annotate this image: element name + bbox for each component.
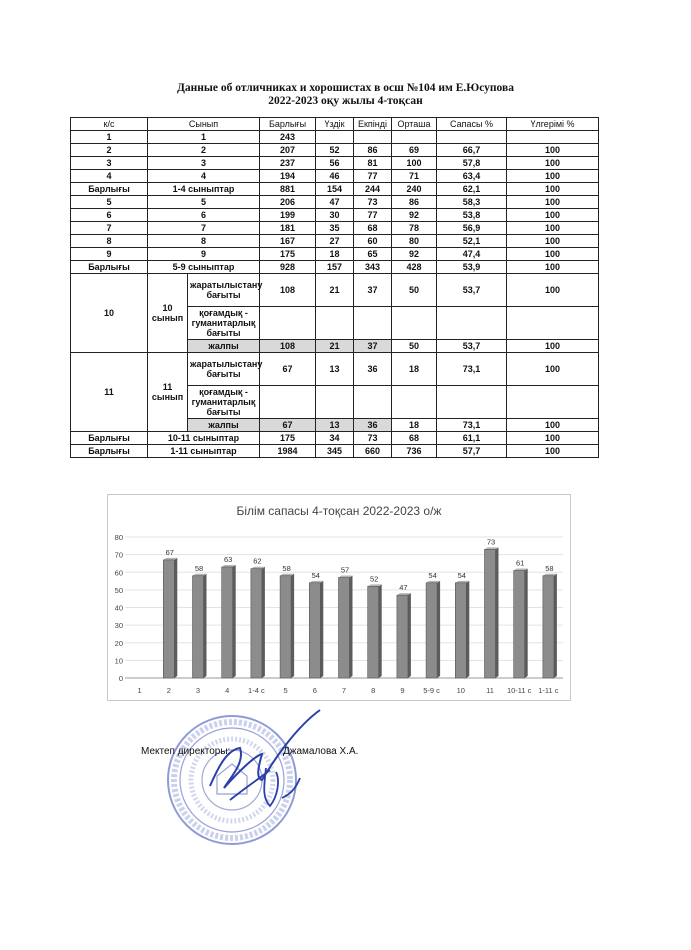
bar [251,569,262,678]
table-cell: 68 [354,222,392,235]
table-row [71,183,599,196]
table-cell: 53,7 [437,340,507,353]
x-tick-label: 4 [225,686,230,695]
profile-name: жалпы [188,340,260,353]
table-cell: 100 [507,274,599,307]
table-cell: 30 [316,209,354,222]
table-cell: 207 [260,144,316,157]
bar-side [291,574,294,678]
table-cell [354,131,392,144]
table-cell: 52,1 [437,235,507,248]
chart-plot [108,495,570,700]
data-label: 54 [311,570,320,580]
x-tick-label: 8 [371,686,376,695]
table-cell: 175 [260,432,316,445]
table-cell: 100 [507,235,599,248]
bar-side [262,567,265,678]
table-cell: 100 [392,157,437,170]
table-cell: 50 [392,340,437,353]
bar [280,576,291,678]
table-cell: 67 [260,419,316,432]
table-cell: 240 [392,183,437,196]
table-cell [392,307,437,340]
data-label: 54 [428,570,437,580]
bar-side [437,581,440,678]
table-cell [316,131,354,144]
table-row [71,209,599,222]
table-cell: 194 [260,170,316,183]
table-row [71,157,599,170]
data-label: 67 [165,547,174,557]
data-label: 58 [194,563,204,573]
table-cell: 2 [71,144,148,157]
table-cell: 1 [71,131,148,144]
table-cell: 86 [392,196,437,209]
table-cell: 736 [392,445,437,458]
table-cell: 36 [354,353,392,386]
table-cell: 167 [260,235,316,248]
table-cell: 53,9 [437,261,507,274]
table-cell: Барлығы [71,261,148,274]
bar-side [496,547,499,678]
bar-side [233,565,236,678]
table-cell: 100 [507,170,599,183]
table-row [71,222,599,235]
table-cell: 100 [507,209,599,222]
table-cell [507,386,599,419]
profile-name: жалпы [188,419,260,432]
table-cell [392,131,437,144]
table-cell: 100 [507,222,599,235]
table-cell: 53,8 [437,209,507,222]
bar-side [204,574,207,678]
data-label: 54 [457,570,466,580]
y-tick-label: 0 [118,674,123,683]
column-header: Сынып [148,118,260,131]
table-cell: 21 [316,274,354,307]
table-cell: 37 [354,274,392,307]
table-cell: 73 [354,196,392,209]
table-cell: 46 [316,170,354,183]
table-cell: Барлығы [71,432,148,445]
table-row [71,131,599,144]
table-row [71,170,599,183]
column-header: к/с [71,118,148,131]
table-row [71,235,599,248]
table-cell: 181 [260,222,316,235]
table-cell: 343 [354,261,392,274]
bar [397,595,408,678]
y-tick-label: 30 [114,621,123,631]
table-cell: 6 [71,209,148,222]
table-cell: 18 [392,419,437,432]
table-cell: 81 [354,157,392,170]
grade-number: 11 [71,353,148,432]
table-cell: 73 [354,432,392,445]
y-tick-label: 10 [114,656,123,666]
column-header: Орташа [392,118,437,131]
table-cell: 199 [260,209,316,222]
table-cell: 50 [392,274,437,307]
quality-chart [107,494,571,701]
bar-side [174,558,177,678]
table-cell: 243 [260,131,316,144]
table-cell: 1 [148,131,260,144]
table-cell: 175 [260,248,316,261]
x-tick-label: 1 [137,686,142,695]
table-cell: 71 [392,170,437,183]
data-label: 63 [224,554,233,564]
table-cell: 36 [354,419,392,432]
table-cell: 18 [392,353,437,386]
table-cell: 244 [354,183,392,196]
table-cell: 57,7 [437,445,507,458]
x-tick-label: 3 [195,686,201,695]
table-cell: 92 [392,209,437,222]
table-cell: 206 [260,196,316,209]
bar [543,576,554,678]
bar-side [554,574,557,678]
table-cell: 18 [316,248,354,261]
bar-side [379,584,382,678]
document-subtitle: 2022-2023 оқу жылы 4-тоқсан [268,95,423,107]
table-cell: 47 [316,196,354,209]
profile-name: қоғамдық - гуманитарлық бағыты [188,386,260,419]
table-cell: 34 [316,432,354,445]
table-cell: 5-9 сыныптар [148,261,260,274]
table-cell: 58,3 [437,196,507,209]
data-label: 73 [486,537,496,547]
table-cell: 100 [507,340,599,353]
bar [309,583,320,678]
table-cell: 9 [71,248,148,261]
table-cell: 100 [507,432,599,445]
y-tick-label: 40 [114,603,123,613]
table-cell: 4 [148,170,260,183]
data-label: 52 [370,574,379,584]
table-row [71,196,599,209]
bar-side [466,581,469,678]
table-cell: 73,1 [437,353,507,386]
profile-name: жаратылыстану бағыты [188,353,260,386]
signature-role: Мектеп директоры: [141,746,231,757]
table-cell [437,386,507,419]
table-cell: 8 [71,235,148,248]
table-cell: 77 [354,170,392,183]
y-tick-label: 60 [114,568,123,578]
table-cell [507,307,599,340]
column-header: Үздік [316,118,354,131]
table-cell: 100 [507,144,599,157]
table-cell: 7 [148,222,260,235]
table-row [71,432,599,445]
table-cell: 67 [260,353,316,386]
bar [339,578,350,678]
table-cell [260,386,316,419]
table-cell: 108 [260,340,316,353]
data-label: 58 [282,563,291,573]
y-tick-label: 70 [114,550,123,560]
table-row [71,274,599,307]
bar-side [320,581,323,678]
grade-number: 10 [71,274,148,353]
bar [455,583,466,678]
table-cell [316,307,354,340]
table-cell: 108 [260,274,316,307]
table-cell: 157 [316,261,354,274]
table-cell: 100 [507,261,599,274]
table-cell: 428 [392,261,437,274]
x-tick-label: 5 [283,686,288,695]
table-cell: 3 [148,157,260,170]
table-row [71,353,599,386]
column-header: Екпінді [354,118,392,131]
table-cell: 77 [354,209,392,222]
x-tick-label: 7 [341,686,347,695]
table-cell: 6 [148,209,260,222]
chart-title: Білім сапасы 4-тоқсан 2022-2023 о/ж [236,504,442,518]
table-cell: 52 [316,144,354,157]
bar-side [350,576,353,678]
table-cell: 62,1 [437,183,507,196]
x-tick-label: 5-9 с [423,686,440,695]
table-cell: Барлығы [71,445,148,458]
results-table [70,117,599,458]
table-row [71,261,599,274]
table-cell: 3 [71,157,148,170]
x-tick-label: 11 [486,686,494,695]
table-cell: 5 [148,196,260,209]
table-cell: 57,8 [437,157,507,170]
x-tick-label: 9 [400,686,405,695]
x-tick-label: 2 [166,686,171,695]
table-cell: 63,4 [437,170,507,183]
table-row [71,144,599,157]
table-cell: 100 [507,353,599,386]
table-cell: 92 [392,248,437,261]
table-cell [392,386,437,419]
profile-name: қоғамдық - гуманитарлық бағыты [188,307,260,340]
x-tick-label: 1-4 с [248,686,265,695]
table-cell [354,307,392,340]
table-cell: 65 [354,248,392,261]
grade-name: 11 сынып [148,353,188,432]
table-cell: 237 [260,157,316,170]
table-cell: 1-11 сыныптар [148,445,260,458]
data-label: 57 [340,565,350,575]
bar [426,583,437,678]
table-cell: 80 [392,235,437,248]
table-cell: 37 [354,340,392,353]
table-cell: 53,7 [437,274,507,307]
column-header: Сапасы % [437,118,507,131]
table-cell: 56 [316,157,354,170]
table-cell [507,131,599,144]
table-cell [260,307,316,340]
table-cell: 56,9 [437,222,507,235]
table-cell [354,386,392,419]
grade-name: 10 сынып [148,274,188,353]
table-cell [437,131,507,144]
table-cell: 9 [148,248,260,261]
data-label: 47 [399,583,408,593]
table-cell: Барлығы [71,183,148,196]
x-tick-label: 6 [312,686,317,695]
table-cell: 100 [507,157,599,170]
table-cell: 100 [507,248,599,261]
table-cell [437,307,507,340]
table-cell: 100 [507,445,599,458]
table-header-row [71,118,599,131]
bar [163,560,174,678]
y-tick-label: 80 [114,533,123,542]
table-cell: 47,4 [437,248,507,261]
table-cell: 100 [507,196,599,209]
x-tick-label: 10 [456,686,465,695]
table-row [71,445,599,458]
table-row [71,248,599,261]
data-label: 61 [516,558,525,568]
table-cell: 69 [392,144,437,157]
table-cell [316,386,354,419]
table-cell: 13 [316,419,354,432]
table-cell: 100 [507,419,599,432]
document-title: Данные об отличниках и хорошистах в осш №104 им Е.Юсупова [177,82,514,94]
bar-side [408,593,411,678]
table-cell: 660 [354,445,392,458]
bar [485,549,496,678]
x-tick-label: 1-11 с [538,686,559,695]
y-tick-label: 50 [114,585,123,595]
bar [193,576,204,678]
table-cell: 8 [148,235,260,248]
profile-name: жаратылыстану бағыты [188,274,260,307]
table-cell: 100 [507,183,599,196]
table-cell: 60 [354,235,392,248]
table-cell: 1-4 сыныптар [148,183,260,196]
table-cell: 86 [354,144,392,157]
director-signature-icon [200,708,340,818]
table-cell: 7 [71,222,148,235]
table-cell: 35 [316,222,354,235]
bar [368,586,379,678]
table-cell: 10-11 сыныптар [148,432,260,445]
bar [514,570,525,678]
signature-name: Джамалова Х.А. [283,746,359,757]
data-label: 58 [545,563,554,573]
table-cell: 1984 [260,445,316,458]
table-cell: 66,7 [437,144,507,157]
table-cell: 73,1 [437,419,507,432]
table-cell: 928 [260,261,316,274]
y-tick-label: 20 [114,638,123,648]
table-cell: 881 [260,183,316,196]
table-cell: 61,1 [437,432,507,445]
column-header: Үлгерімі % [507,118,599,131]
table-cell: 154 [316,183,354,196]
bar-side [525,568,528,678]
x-tick-label: 10-11 с [506,686,532,695]
table-cell: 2 [148,144,260,157]
table-cell: 27 [316,235,354,248]
table-cell: 345 [316,445,354,458]
column-header: Барлығы [260,118,316,131]
table-cell: 4 [71,170,148,183]
bar [222,567,233,678]
table-cell: 5 [71,196,148,209]
table-cell: 21 [316,340,354,353]
table-cell: 78 [392,222,437,235]
table-cell: 13 [316,353,354,386]
data-label: 62 [253,556,262,566]
table-cell: 68 [392,432,437,445]
